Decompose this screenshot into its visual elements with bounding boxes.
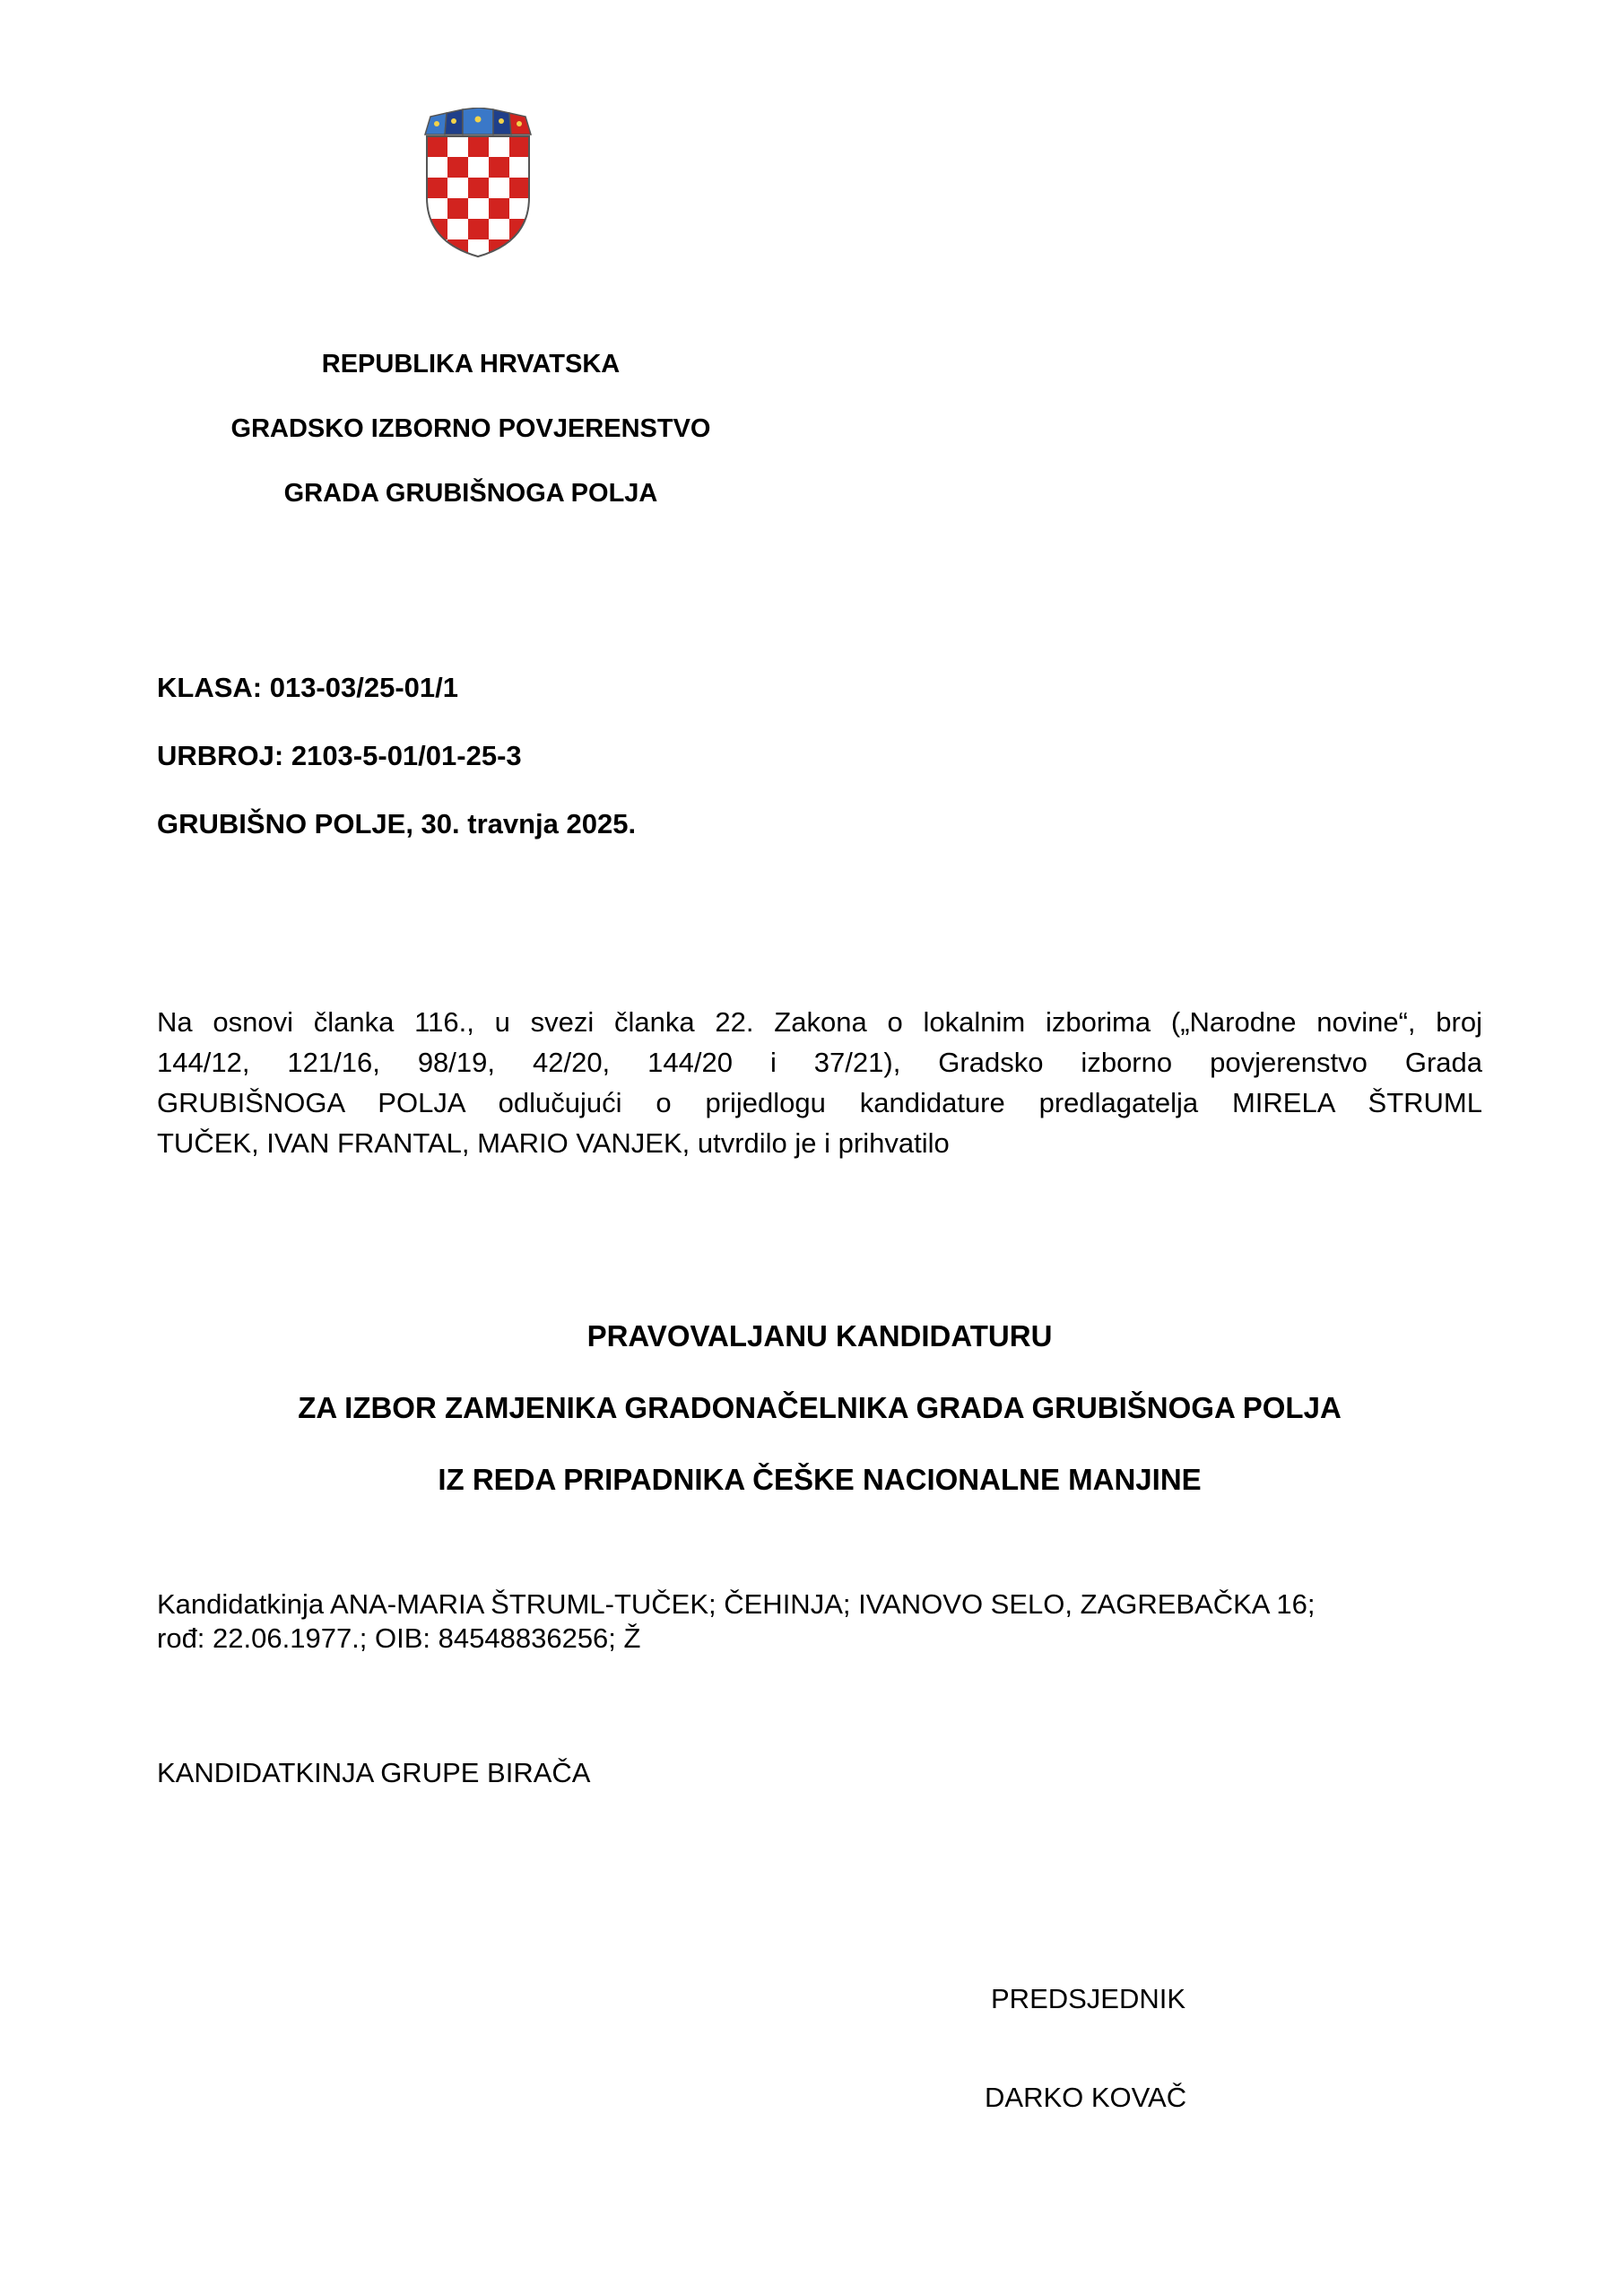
signature-name: DARKO KOVAČ (985, 2082, 1187, 2113)
decision-subtitle: ZA IZBOR ZAMJENIKA GRADONAČELNIKA GRADA GRUBIŠNOGA POLJA (298, 1391, 1342, 1424)
intro-line: 144/12, 121/16, 98/19, 42/20, 144/20 i 37/21), Gradsko izborno povjerenstvo Grada (157, 1047, 1482, 1078)
decision-subtitle-minority: IZ REDA PRIPADNIKA ČEŠKE NACIONALNE MANJINE (438, 1463, 1202, 1496)
urbroj-number: URBROJ: 2103-5-01/01-25-3 (157, 740, 522, 771)
signature-title: PREDSJEDNIK (991, 1983, 1186, 2014)
decision-title: PRAVOVALJANU KANDIDATURU (586, 1319, 1053, 1352)
intro-line: GRUBIŠNOGA POLJA odlučujući o prijedlogu kandidature predlagatelja MIRELA ŠTRUML (157, 1087, 1482, 1118)
klasa-number: KLASA: 013-03/25-01/1 (157, 672, 458, 703)
header-country: REPUBLIKA HRVATSKA (321, 350, 621, 378)
header-city: GRADA GRUBIŠNOGA POLJA (283, 479, 658, 508)
header-commission: GRADSKO IZBORNO POVJERENSTVO (230, 414, 711, 443)
place-and-date: GRUBIŠNO POLJE, 30. travnja 2025. (157, 808, 637, 839)
candidate-line: rođ: 22.06.1977.; OIB: 84548836256; Ž (157, 1622, 641, 1654)
intro-paragraph (157, 1002, 1482, 1163)
candidate-group-label: KANDIDATKINJA GRUPE BIRAČA (157, 1757, 591, 1788)
candidate-line: Kandidatkinja ANA-MARIA ŠTRUML-TUČEK; ČEHINJA; IVANOVO SELO, ZAGREBAČKA 16; (157, 1588, 1316, 1620)
intro-line: Na osnovi članka 116., u svezi članka 22. Zakona o lokalnim izborima („Narodne novine“, broj (157, 1006, 1482, 1038)
candidate-details (157, 1587, 1482, 1656)
crown (425, 108, 531, 135)
intro-line: TUČEK, IVAN FRANTAL, MARIO VANJEK, utvrdilo je i prihvatilo (157, 1127, 950, 1159)
checkerboard (427, 136, 530, 258)
croatian-coat-of-arms-icon (421, 108, 534, 258)
